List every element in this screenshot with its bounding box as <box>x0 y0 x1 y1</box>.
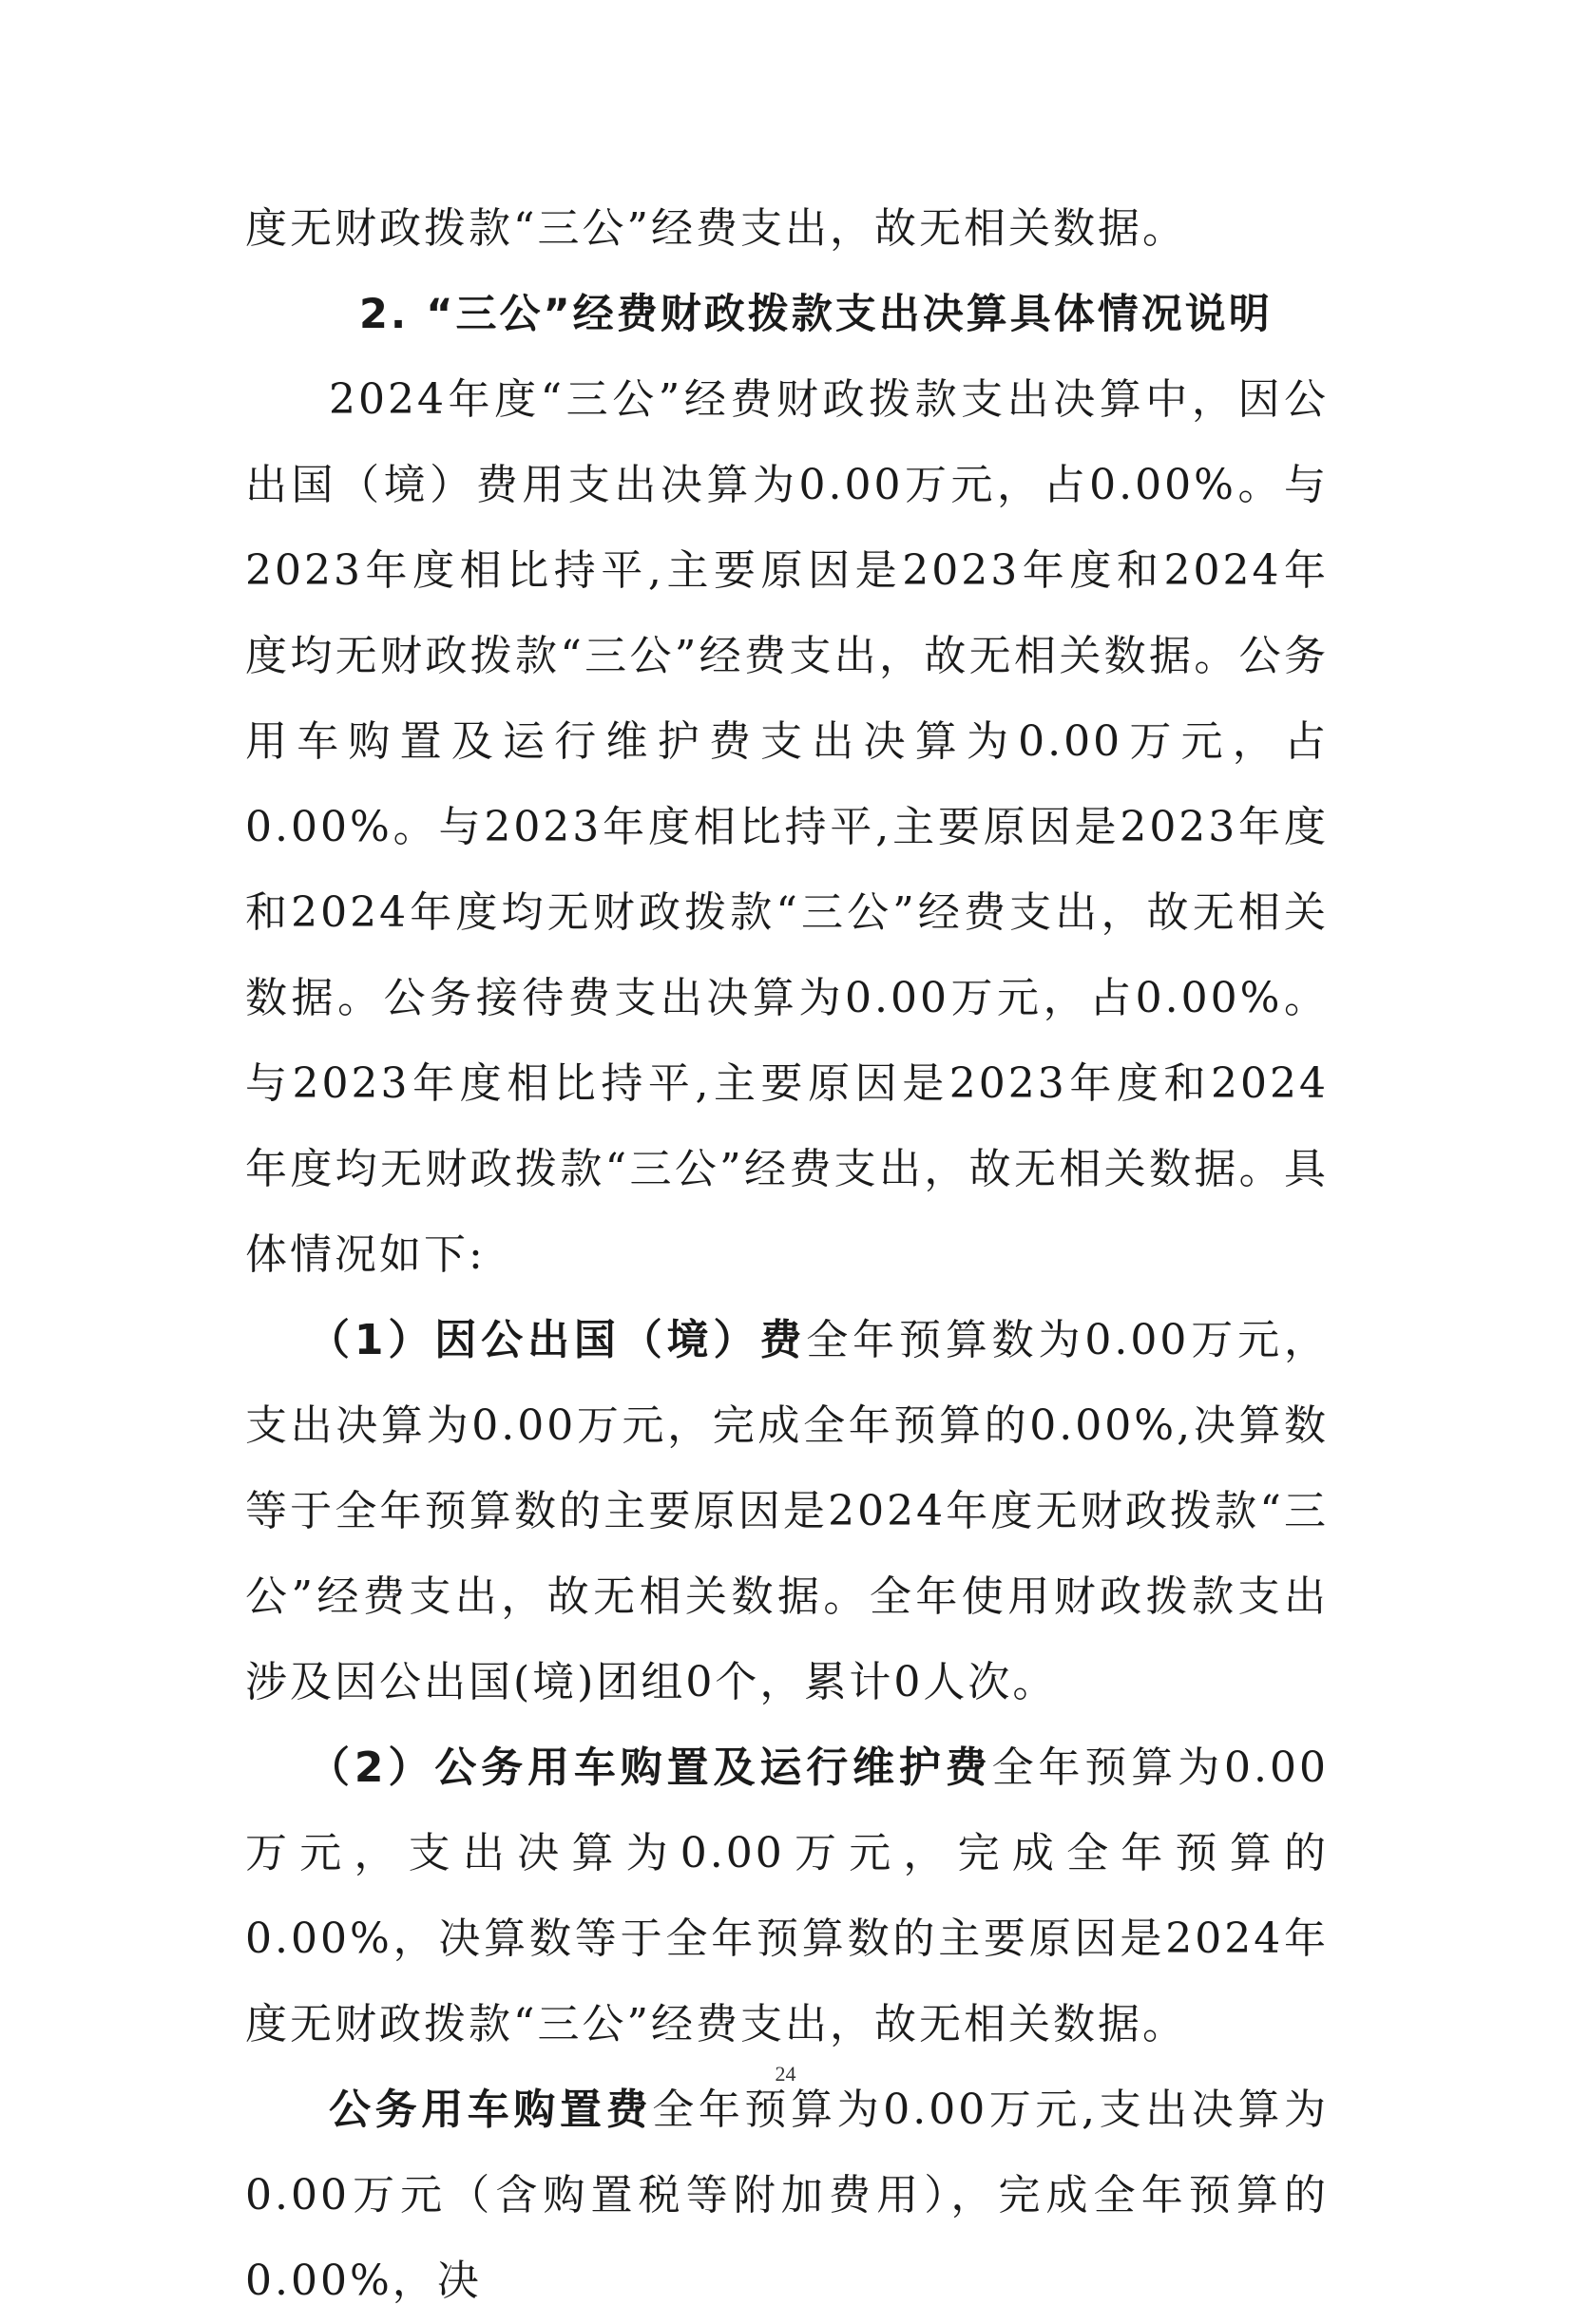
item-1-label: （1）因公出国（境）费 <box>308 1316 807 1364</box>
item-1-paragraph <box>245 1298 1329 1725</box>
body-text <box>245 186 1329 2324</box>
section-heading: 2. “三公”经费财政拨款支出决算具体情况说明 <box>359 291 1273 338</box>
item-3-label: 公务用车购置费 <box>329 2086 653 2134</box>
item-2-paragraph <box>245 1725 1329 2067</box>
item-2-label: （2）公务用车购置及运行维护费 <box>308 1743 992 1792</box>
page-number: 24 <box>775 2062 796 2086</box>
summary-paragraph: 2024年度“三公”经费财政拨款支出决算中，因公出国（境）费用支出决算为0.00万元，占0.00%。与2023年度相比持平,主要原因是2023年度和2024年度均无财政拨款“三公”经费支出，故无相关数据。公务用车购置及运行维护费支出决算为0.00万元，占0.00%。与2023年度相比持平,主要原因是2023年度和2024年度均无财政拨款“三公”经费支出，故无相关数据。公务接待费支出决算为0.00万元，占0.00%。与2023年度相比持平,主要原因是2023年度和2024年度均无财政拨款“三公”经费支出，故无相关数据。具体情况如下: <box>245 375 1329 1279</box>
item-3-paragraph <box>245 2067 1329 2324</box>
item-2-text: 全年预算为0.00万元，支出决算为0.00万元，完成全年预算的0.00%，决算数等于全年预算数的主要原因是2024年度无财政拨款“三公”经费支出，故无相关数据。 <box>245 1743 1329 2048</box>
item-3-text: 全年预算为0.00万元,支出决算为0.00万元（含购置税等附加费用），完成全年预算的0.00%，决 <box>245 2086 1329 2305</box>
item-1-text: 全年预算数为0.00万元，支出决算为0.00万元，完成全年预算的0.00%,决算数等于全年预算数的主要原因是2024年度无财政拨款“三公”经费支出，故无相关数据。全年使用财政拨款支出涉及因公出国(境)团组0个，累计0人次。 <box>245 1316 1330 1706</box>
continuation-paragraph: 度无财政拨款“三公”经费支出，故无相关数据。 <box>245 204 1187 253</box>
